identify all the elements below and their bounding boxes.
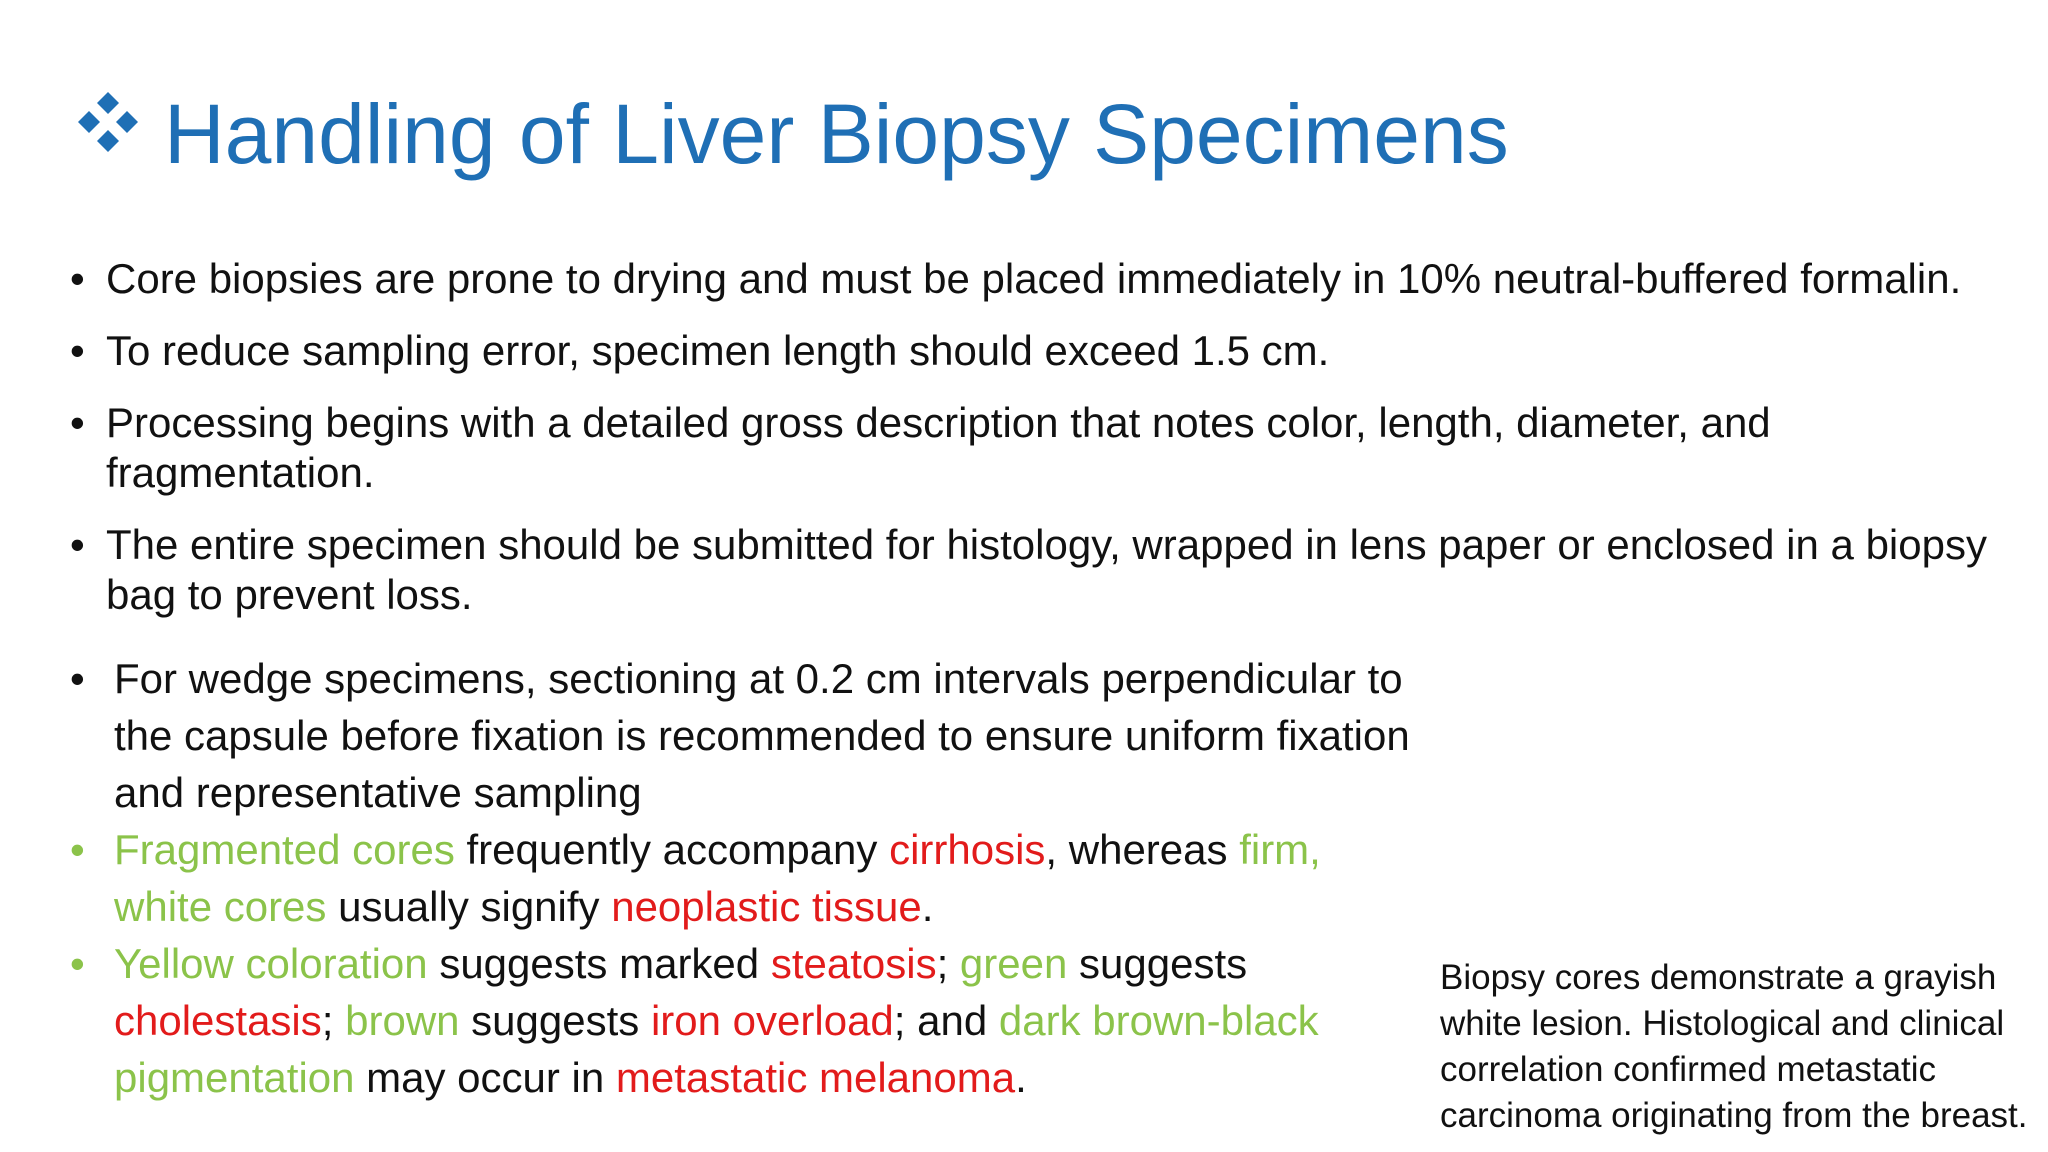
highlight-green: firm, white cores xyxy=(114,826,1321,930)
text-run: suggests xyxy=(1067,940,1248,987)
bullet-item: • Core biopsies are prone to drying and must be placed immediately in 10% neutral-buffered formalin. xyxy=(70,254,2030,304)
text-run: ; and xyxy=(893,997,999,1044)
text-run: suggests marked xyxy=(427,940,771,987)
text-run: usually signify xyxy=(326,883,612,930)
highlight-red: steatosis xyxy=(770,940,937,987)
text-run: . xyxy=(1015,1054,1027,1101)
bullet-list xyxy=(70,254,2030,642)
text-run: . xyxy=(921,883,934,930)
title-row xyxy=(72,78,1509,190)
highlight-green: Fragmented cores xyxy=(114,826,455,873)
bullet-item: • The entire specimen should be submitted for histology, wrapped in lens paper or enclosed in a biopsy bag to prevent loss. xyxy=(70,520,2030,620)
highlight-green: brown xyxy=(345,997,460,1044)
cores-bullet xyxy=(70,821,1410,935)
image-caption: Biopsy cores demonstrate a grayish white lesion. Histological and clinical correlation confirmed metastatic carcinoma originating from the breast. xyxy=(1440,958,2028,1135)
highlight-red: cholestasis xyxy=(114,997,322,1044)
text-run: frequently accompany xyxy=(454,826,890,873)
text-run: may occur in xyxy=(354,1054,616,1101)
color-bullet xyxy=(70,935,1410,1106)
diamond-cluster-icon xyxy=(72,86,144,158)
highlight-red: metastatic melanoma xyxy=(615,1054,1016,1101)
text-run: suggests xyxy=(459,997,651,1044)
bullet-item: • To reduce sampling error, specimen length should exceed 1.5 cm. xyxy=(70,326,2030,376)
highlight-red: iron overload xyxy=(650,997,894,1044)
text-run: , whereas xyxy=(1045,826,1240,873)
bullet-item: • Processing begins with a detailed gross description that notes color, length, diameter, and fragmentation. xyxy=(70,398,2030,498)
highlight-green: green xyxy=(959,940,1068,987)
slide-title: Handling of Liver Biopsy Specimens xyxy=(164,87,1509,181)
text-run: ; xyxy=(321,997,346,1044)
wedge-bullet: • For wedge specimens, sectioning at 0.2 cm intervals perpendicular to the capsule before fixation is recommended to ensure uniform fixation and representative sampling xyxy=(70,650,1410,821)
highlight-red: neoplastic tissue xyxy=(611,883,922,930)
text-run: ; xyxy=(936,940,960,987)
highlight-green: Yellow coloration xyxy=(114,940,428,987)
highlight-green: dark brown-black pigmentation xyxy=(114,997,1319,1101)
lower-bullet-list xyxy=(70,650,1410,1106)
highlight-red: cirrhosis xyxy=(889,826,1046,873)
